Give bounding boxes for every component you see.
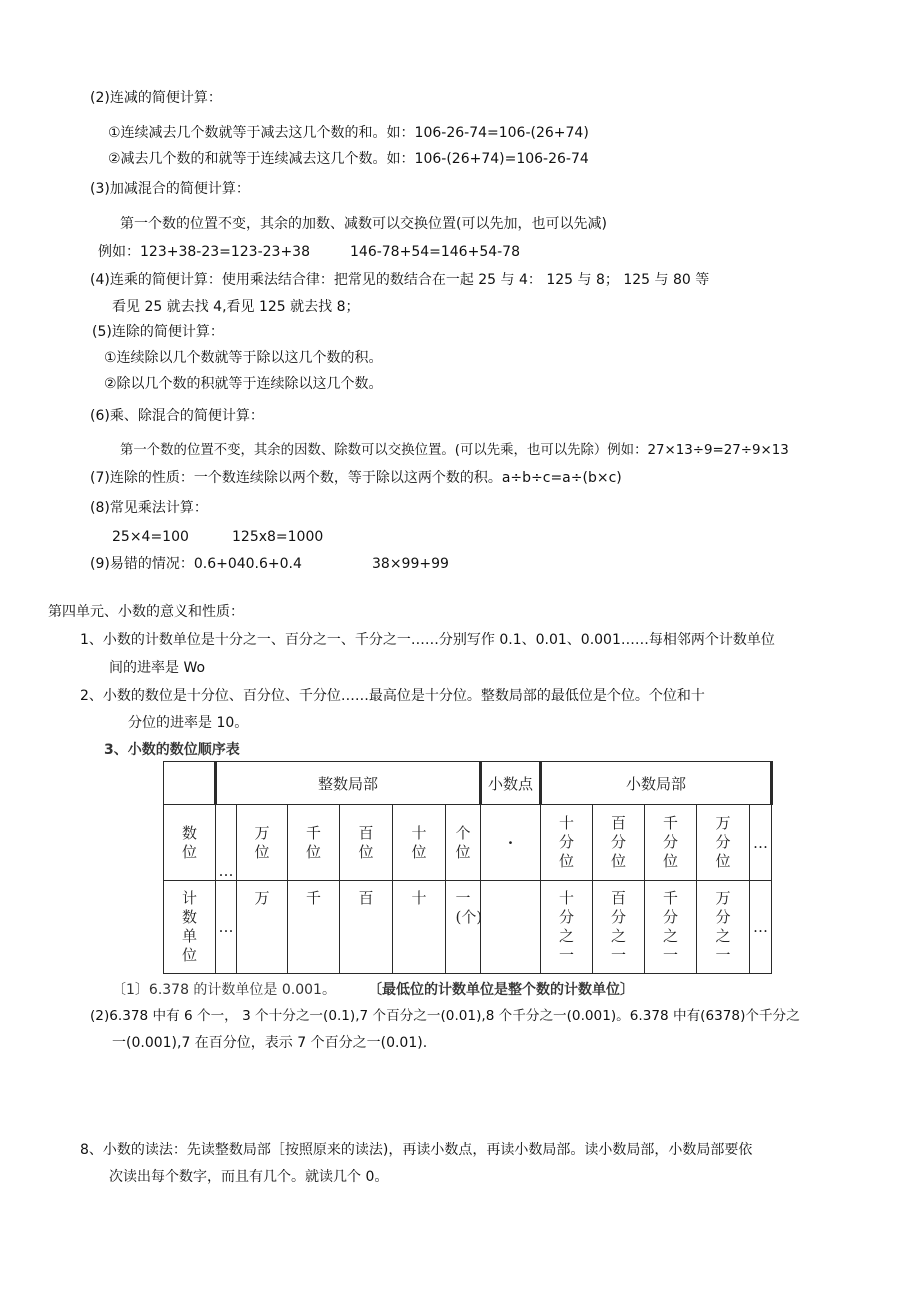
unit-cell: 万 — [237, 881, 288, 974]
place-cell-decimal-point: · — [481, 805, 541, 881]
place-cell: 万分位 — [697, 805, 750, 881]
place-cell: 千位 — [288, 805, 340, 881]
unit-cell: 百 — [340, 881, 393, 974]
line-03: ②减去几个数的和就等于连续减去这几个数。如：106-(26+74)=106-26-74 — [108, 151, 589, 167]
header-decimal-part: 小数局部 — [541, 762, 772, 805]
row-label-unit: 计数单位 — [164, 881, 216, 974]
unit-cell: 千 — [288, 881, 340, 974]
line-19: 1、小数的计数单位是十分之一、百分之一、千分之一……分别写作 0.1、0.01、0.001……每相邻两个计数单位 — [80, 632, 775, 648]
place-cell: 万位 — [237, 805, 288, 881]
line-05: 第一个数的位置不变，其余的加数、减数可以交换位置(可以先加，也可以先减) — [120, 216, 607, 232]
line-11: ②除以几个数的积就等于连续除以这几个数。 — [104, 376, 383, 392]
place-cell: 十位 — [393, 805, 446, 881]
place-cell: 百位 — [340, 805, 393, 881]
line-15: (8)常见乘法计算： — [90, 500, 208, 516]
table-caption: 3、小数的数位顺序表 — [104, 742, 240, 758]
line-10: ①连续除以几个数就等于除以这几个数的积。 — [104, 350, 383, 366]
header-decimal-point: 小数点 — [481, 762, 541, 805]
row-label-place: 数位 — [164, 805, 216, 881]
place-cell: … — [216, 805, 237, 881]
unit-cell: 十 — [393, 881, 446, 974]
place-cell: 十分位 — [541, 805, 593, 881]
line-21: 2、小数的数位是十分位、百分位、千分位……最高位是十分位。整数局部的最低位是个位。个位和十 — [80, 688, 705, 704]
line-12: (6)乘、除混合的简便计算： — [90, 408, 264, 424]
line-16-b: 125x8=1000 — [232, 529, 324, 545]
line-20: 间的进率是 Wo — [109, 660, 206, 676]
line-24-b: 〔最低位的计数单位是整个数的计数单位〕 — [368, 982, 634, 998]
line-02: ①连续减去几个数就等于减去这几个数的和。如：106-26-74=106-(26+74) — [108, 125, 589, 141]
unit-cell: 千分之一 — [645, 881, 697, 974]
corner-cell — [164, 762, 216, 805]
section-heading: 第四单元、小数的意义和性质： — [48, 604, 244, 620]
line-26: 一(0.001),7 在百分位，表示 7 个百分之一(0.01). — [112, 1035, 428, 1051]
place-cell: … — [750, 805, 772, 881]
line-09: (5)连除的简便计算： — [92, 324, 224, 340]
line-08: 看见 25 就去找 4,看见 125 就去找 8； — [112, 299, 360, 315]
line-04: (3)加减混合的简便计算： — [90, 181, 250, 197]
line-13: 第一个数的位置不变，其余的因数、除数可以交换位置。(可以先乘，也可以先除）例如：27×13÷9=27÷9×13 — [120, 443, 789, 458]
unit-cell: 十分之一 — [541, 881, 593, 974]
line-17-b: 38×99+99 — [372, 556, 449, 572]
place-cell: 千分位 — [645, 805, 697, 881]
unit-cell-empty — [481, 881, 541, 974]
line-17-a: (9)易错的情况：0.6+040.6+0.4 — [90, 556, 302, 572]
line-07: (4)连乘的简便计算：使用乘法结合律：把常见的数结合在一起 25 与 4： 125 与 8； 125 与 80 等 — [90, 272, 710, 288]
place-cell: 百分位 — [593, 805, 645, 881]
line-25: (2)6.378 中有 6 个一， 3 个十分之一(0.1),7 个百分之一(0.01),8 个千分之一(0.001)。6.378 中有(6378)个千分之 — [90, 1008, 800, 1024]
header-integer-part: 整数局部 — [216, 762, 481, 805]
unit-cell: … — [750, 881, 772, 974]
line-27: 8、小数的读法：先读整数局部［按照原来的读法)，再读小数点，再读小数局部。读小数局部，小数局部要依 — [80, 1142, 753, 1158]
line-22: 分位的进率是 10。 — [128, 715, 249, 731]
line-01: (2)连减的简便计算： — [90, 90, 222, 106]
place-cell: 个位 — [446, 805, 481, 881]
decimal-place-value-table — [163, 761, 773, 974]
line-24-a: 〔1〕6.378 的计数单位是 0.001。 — [112, 982, 336, 998]
line-28: 次读出每个数字，而且有几个。就读几个 0。 — [109, 1169, 389, 1185]
unit-cell: … — [216, 881, 237, 974]
line-14: (7)连除的性质：一个数连续除以两个数，等于除以这两个数的积。a÷b÷c=a÷(b×c) — [90, 470, 622, 486]
line-16-a: 25×4=100 — [112, 529, 189, 545]
unit-cell: 万分之一 — [697, 881, 750, 974]
unit-cell: 百分之一 — [593, 881, 645, 974]
unit-cell: 一(个) — [446, 881, 481, 974]
line-06-b: 146-78+54=146+54-78 — [350, 244, 520, 260]
line-06-a: 例如：123+38-23=123-23+38 — [98, 244, 310, 260]
